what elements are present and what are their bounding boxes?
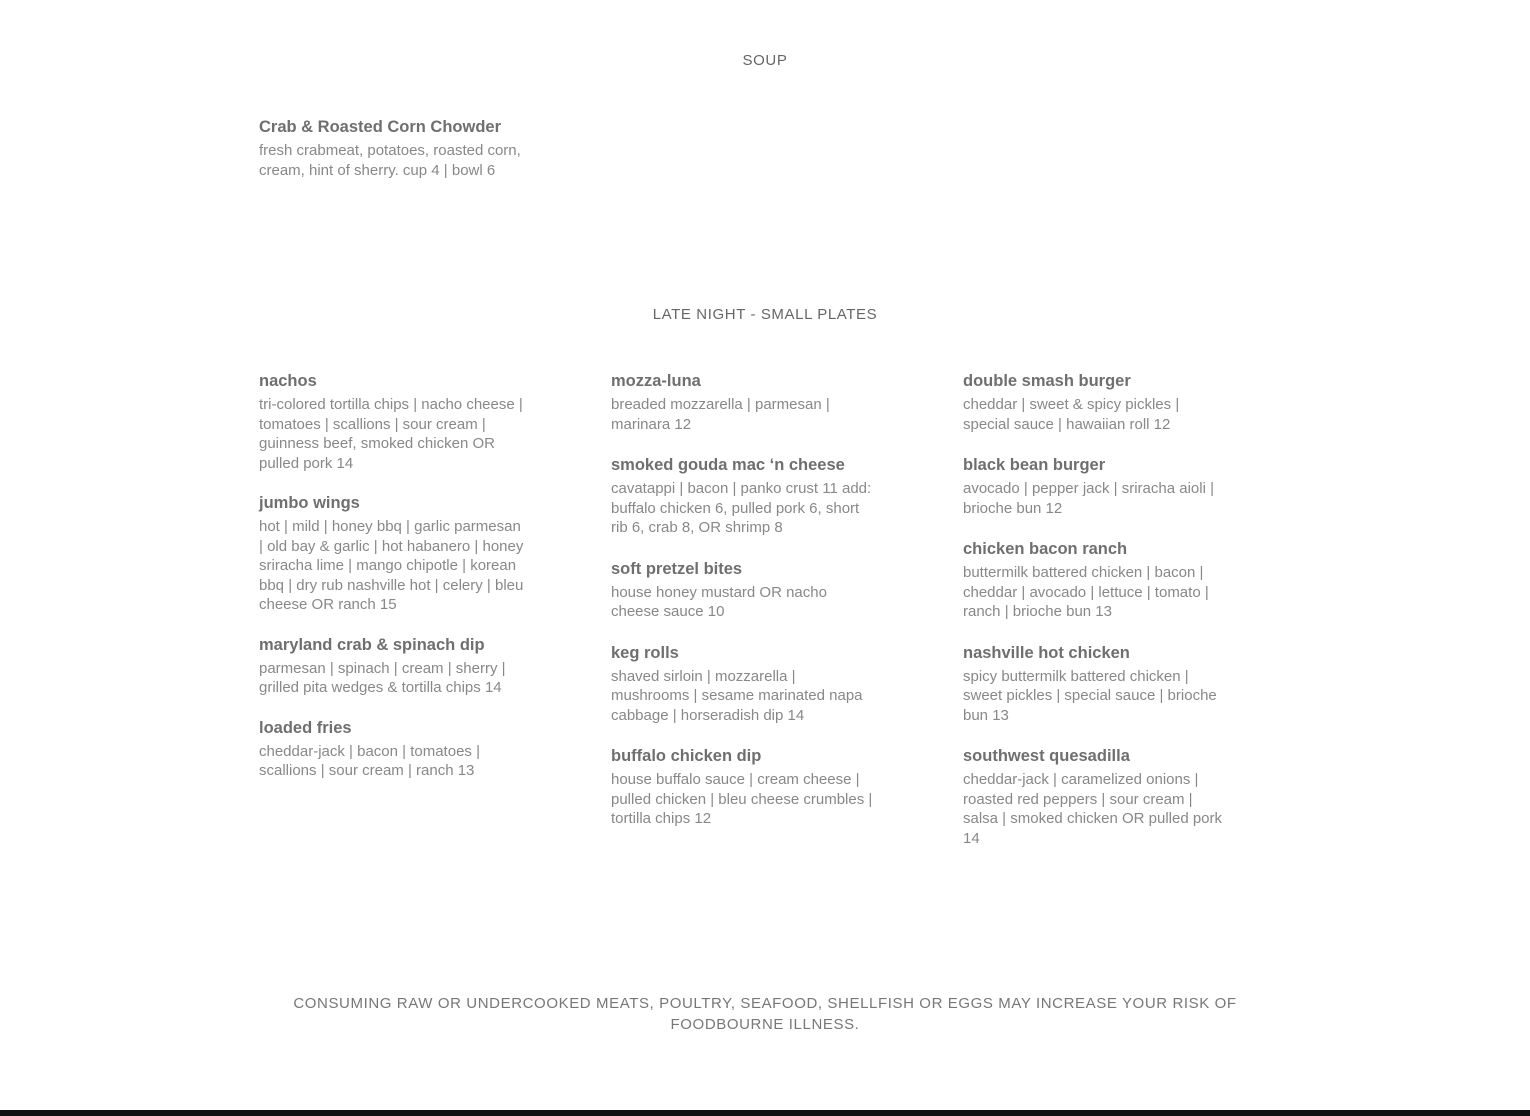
menu-item-name: nashville hot chicken [963, 643, 1130, 662]
menu-item-description: hot | mild | honey bbq | garlic parmesan | old bay & garlic | hot habanero | honey sriracha lime | mango chipotle | korean bbq | dry rub nashville hot | celery | bleu cheese OR ranch 15 [259, 518, 524, 613]
menu-item [259, 717, 524, 781]
menu-item-description: tri-colored tortilla chips | nacho cheese | tomatoes | scallions | sour cream | guinness beef, smoked chicken OR pulled pork 14 [259, 396, 523, 472]
menu-item [259, 116, 524, 180]
menu-column-1 [259, 370, 524, 800]
menu-item-description: house honey mustard OR nacho cheese sauce 10 [611, 583, 827, 620]
menu-item-description: cavatappi | bacon | panko crust 11 add: buffalo chicken 6, pulled pork 6, short rib 6, crab 8, OR shrimp 8 [611, 480, 872, 536]
menu-item-name: southwest quesadilla [963, 747, 1130, 765]
menu-item-description: cheddar-jack | caramelized onions | roasted red peppers | sour cream | salsa | smoked chicken OR pulled pork 14 [963, 771, 1223, 847]
menu-item [963, 370, 1228, 434]
menu-item [611, 745, 876, 829]
menu-item [963, 538, 1228, 622]
menu-item [963, 745, 1228, 848]
menu-item [259, 492, 524, 615]
menu-column-2 [611, 370, 876, 849]
menu-item-name: black bean burger [963, 456, 1106, 474]
menu-item-name: mozza-luna [611, 372, 701, 390]
menu-item [611, 370, 876, 434]
menu-item [259, 370, 524, 473]
menu-item-name: maryland crab & spinach dip [259, 635, 485, 654]
menu-item-description: buttermilk battered chicken | bacon | cheddar | avocado | lettuce | tomato | ranch | brioche bun 13 [963, 564, 1209, 620]
soup-menu-column [259, 116, 524, 199]
menu-item-name: chicken bacon ranch [963, 540, 1128, 558]
menu-item [963, 454, 1228, 518]
menu-item-description: avocado | pepper jack | sriracha aioli | brioche bun 12 [963, 480, 1214, 517]
menu-item-description: house buffalo sauce | cream cheese | pulled chicken | bleu cheese crumbles | tortilla chips 12 [611, 771, 873, 827]
menu-item [963, 642, 1228, 726]
menu-column-3 [963, 370, 1228, 868]
menu-item [611, 558, 876, 622]
late-night-section-title: LATE NIGHT - SMALL PLATES [652, 306, 878, 323]
menu-item-description: cheddar | sweet & spicy pickles | special sauce | hawaiian roll 12 [963, 396, 1180, 433]
menu-item-name: smoked gouda mac ‘n cheese [611, 456, 845, 474]
menu-item-description: cheddar-jack | bacon | tomatoes | scallions | sour cream | ranch 13 [259, 742, 480, 779]
menu-item-name: soft pretzel bites [611, 559, 743, 578]
menu-item-name: nachos [259, 372, 317, 390]
menu-item-description: shaved sirloin | mozzarella | mushrooms | sesame marinated napa cabbage | horseradish dip 14 [611, 667, 863, 724]
menu-item-description: breaded mozzarella | parmesan | marinara 12 [611, 396, 830, 433]
menu-item-name: loaded fries [259, 718, 352, 737]
menu-item-description: parmesan | spinach | cream | sherry | grilled pita wedges & tortilla chips 14 [259, 659, 506, 696]
menu-item [611, 642, 876, 726]
menu-item-name: jumbo wings [259, 494, 360, 512]
menu-item-name: double smash burger [963, 372, 1131, 390]
food-safety-disclaimer: CONSUMING RAW OR UNDERCOOKED MEATS, POULTRY, SEAFOOD, SHELLFISH OR EGGS MAY INCREASE YOUR RISK OF FOODBOURNE ILLNESS. [293, 995, 1237, 1033]
menu-item [611, 454, 876, 538]
menu-item [259, 634, 524, 698]
menu-item-name: buffalo chicken dip [611, 747, 762, 765]
soup-section-title: SOUP [742, 52, 788, 69]
menu-item-name: Crab & Roasted Corn Chowder [259, 118, 502, 136]
menu-item-name: keg rolls [611, 643, 679, 662]
menu-item-description: fresh crabmeat, potatoes, roasted corn, cream, hint of sherry. cup 4 | bowl 6 [259, 142, 521, 179]
page-bottom-bar [0, 1110, 1530, 1116]
menu-item-description: spicy buttermilk battered chicken | sweet pickles | special sauce | brioche bun 13 [963, 667, 1217, 724]
